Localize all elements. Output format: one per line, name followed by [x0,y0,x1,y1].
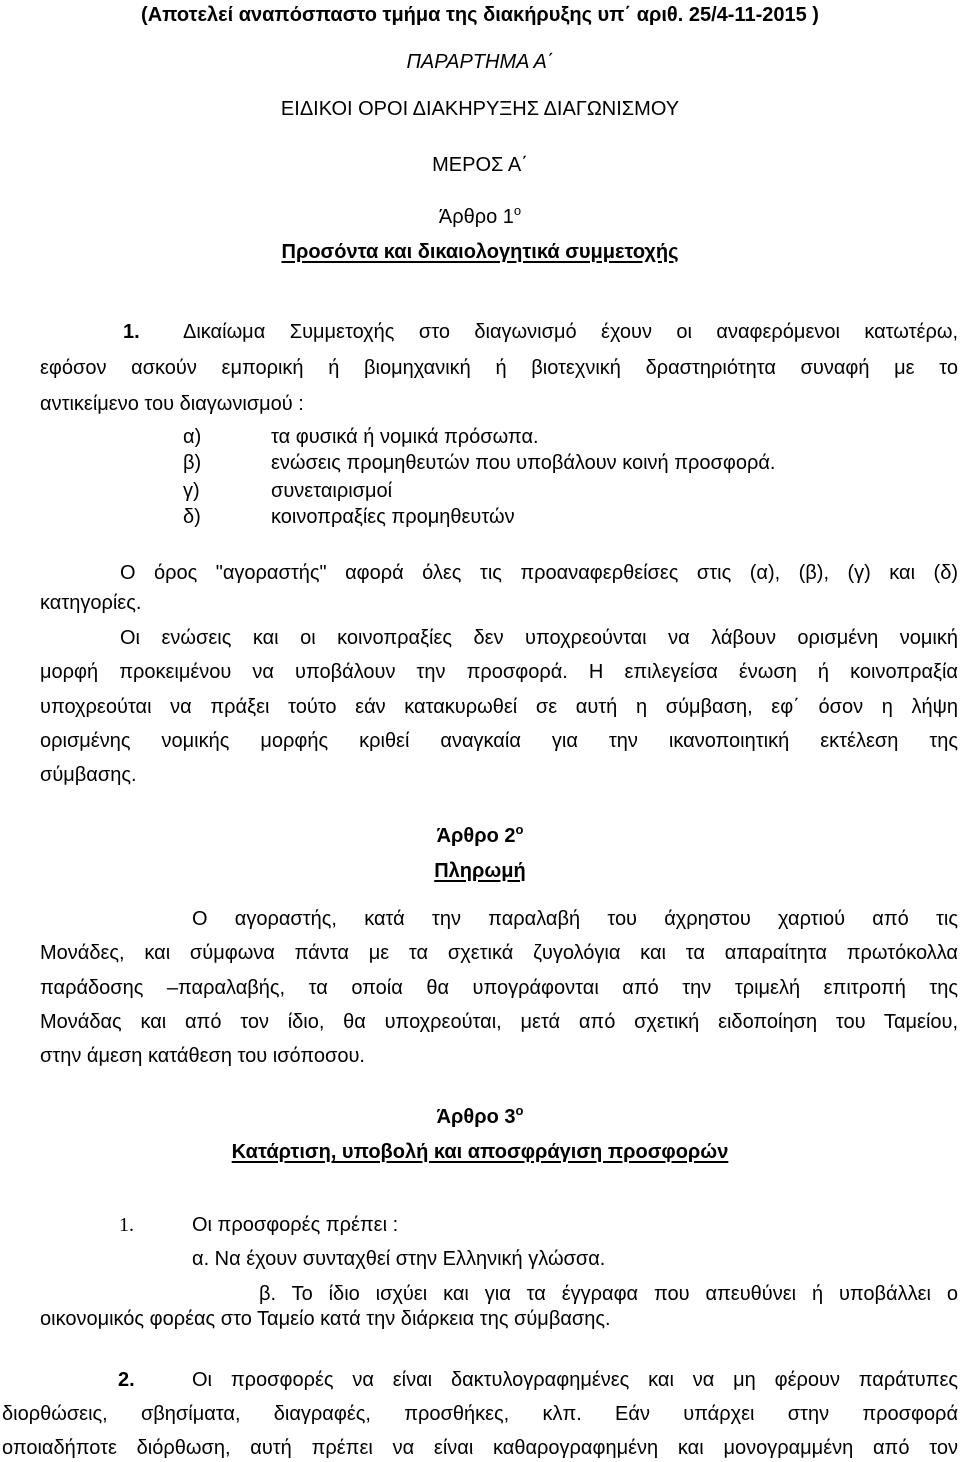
buyer-definition-line-1: Ο όρος "αγοραστής" αφορά όλες τις προαναφερθείσες στις (α), (β), (γ) και (δ) [120,562,958,584]
article-3-sub-a: α. Να έχουν συνταχθεί στην Ελληνική γλώσσα. [192,1248,606,1270]
article-3-title: Κατάρτιση, υποβολή και αποσφράγιση προσφορών [231,1141,729,1163]
article-3-item-1-number: 1. [119,1214,134,1236]
annex-title: ΠΑΡΑΡΤΗΜΑ Α΄ [406,51,554,73]
article-3-item-2-number: 2. [118,1369,135,1391]
article-3-item-2-line-3: οποιαδήποτε διόρθωση, αυτή πρέπει να είναι καθαρογραφημένη και μονογραμμένη από τον [2,1437,958,1459]
list-item-text: κοινοπραξίες προμηθευτών [271,506,515,528]
article-1-para-line-1: Οι ενώσεις και οι κοινοπραξίες δεν υποχρεούνται να λάβουν ορισμένη νομική [120,627,958,649]
article-2-line-3: παράδοσης –παραλαβής, τα οποία θα υπογράφονται από την τριμελή επιτροπή της [40,977,958,999]
list-marker: δ) [183,506,201,528]
list-item-text: τα φυσικά ή νομικά πρόσωπα. [271,426,539,448]
article-2-line-4: Μονάδας και από τον ίδιο, θα υποχρεούται, μετά από σχετική ειδοποίηση του Ταμείου, [40,1011,958,1033]
article-2-line-5: στην άμεση κατάθεση του ισόποσου. [40,1045,365,1067]
article-1-heading [0,205,960,229]
article-3-item-2-line-1: Οι προσφορές να είναι δακτυλογραφημένες και να μη φέρουν παράτυπες [192,1369,958,1391]
special-terms-title: ΕΙΔΙΚΟΙ ΟΡΟΙ ΔΙΑΚΗΡΥΞΗΣ ΔΙΑΓΩΝΙΣΜΟΥ [280,98,680,120]
article-2-line-2: Μονάδες, και σύμφωνα πάντα με τα σχετικά ζυγολόγια και τα απαραίτητα πρωτόκολλα [40,942,958,964]
header-note: (Αποτελεί αναπόσπαστο τμήμα της διακήρυξης υπ΄ αριθ. 25/4-11-2015 ) [141,4,819,26]
article-1-item-number: 1. [123,321,140,343]
article-1-line-3: αντικείμενο του διαγωνισμού : [40,393,304,415]
article-1-ordinal: ο [513,203,522,218]
part-title: ΜΕΡΟΣ Α΄ [432,154,528,176]
article-3-item-1-text: Οι προσφορές πρέπει : [192,1214,399,1236]
list-marker: β) [183,452,202,474]
article-1-line-2: εφόσον ασκούν εμπορική ή βιομηχανική ή βιοτεχνική δραστηριότητα συναφή με το [40,357,958,379]
list-marker: γ) [183,480,200,502]
list-item-text: ενώσεις προμηθευτών που υποβάλουν κοινή προσφορά. [271,452,776,474]
article-2-ordinal: ο [515,822,524,837]
article-3-sub-b-line-1: β. Το ίδιο ισχύει και για τα έγγραφα που απευθύνει ή υποβάλλει ο [259,1283,958,1305]
article-2-heading [0,824,960,848]
article-1-line-1: Δικαίωμα Συμμετοχής στο διαγωνισμό έχουν οι αναφερόμενοι κατωτέρω, [183,321,958,343]
buyer-definition-line-2: κατηγορίες. [40,592,142,614]
article-3-label: Άρθρο 3 [436,1106,516,1128]
article-3-sub-b-line-2: οικονομικός φορέας στο Ταμείο κατά την διάρκεια της σύμβασης. [40,1308,611,1330]
article-1-para-line-5: σύμβασης. [40,764,137,786]
article-2-title: Πληρωμή [434,860,526,882]
article-1-para-line-2: μορφή προκειμένου να υποβάλουν την προσφορά. Η επιλεγείσα ένωση ή κοινοπραξία [40,661,958,683]
list-item-text: συνεταιρισμοί [271,480,393,502]
article-3-item-2-line-2: διορθώσεις, σβησίματα, διαγραφές, προσθήκες, κλπ. Εάν υπάρχει στην προσφορά [2,1403,958,1425]
article-3-heading [0,1105,960,1129]
article-1-para-line-3: υποχρεούται να πράξει τούτο εάν κατακυρωθεί σε αυτή η σύμβαση, εφ΄ όσον η λήψη [40,696,958,718]
article-1-label: Άρθρο 1 [438,206,514,228]
article-1-title: Προσόντα και δικαιολογητικά συμμετοχής [281,241,679,263]
article-2-label: Άρθρο 2 [436,825,516,847]
article-2-line-1: Ο αγοραστής, κατά την παραλαβή του άχρηστου χαρτιού από τις [192,908,958,930]
article-3-ordinal: ο [515,1103,524,1118]
list-marker: α) [183,426,202,448]
article-1-para-line-4: ορισμένης νομικής μορφής κριθεί αναγκαία για την ικανοποιητική εκτέλεση της [40,730,958,752]
